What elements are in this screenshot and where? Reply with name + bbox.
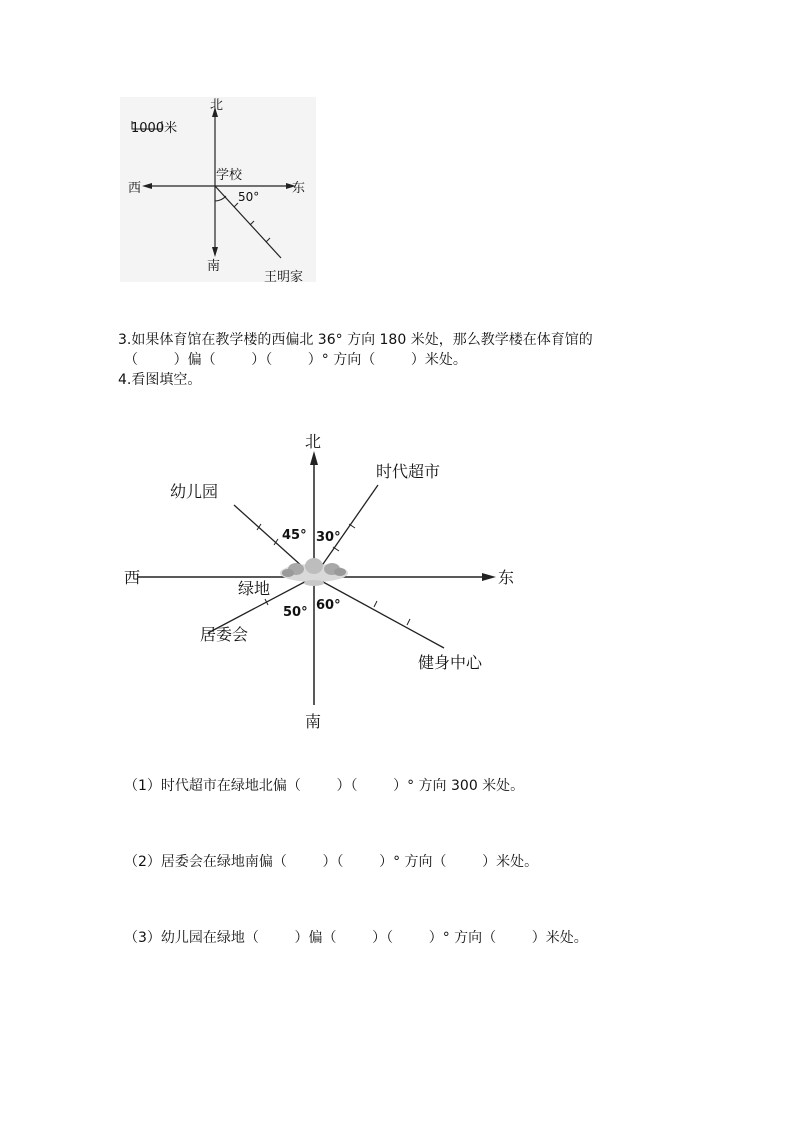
tick-mark — [407, 619, 410, 625]
label-north: 北 — [305, 432, 322, 451]
sub-question-3: （3）幼儿园在绿地（ ）偏（ ）（ ）° 方向（ ）米处。 — [124, 930, 588, 946]
angle-60: 60° — [316, 598, 341, 613]
label-green-area: 绿地 — [238, 579, 271, 598]
label-east: 东 — [292, 181, 306, 196]
east-arrow — [482, 573, 496, 581]
label-kindergarten: 幼儿园 — [170, 482, 219, 501]
question-4-title: 4.看图填空。 — [118, 372, 202, 388]
label-school: 学校 — [216, 168, 243, 183]
label-south: 南 — [207, 259, 221, 274]
angle-50: 50° — [283, 605, 308, 620]
label-north: 北 — [210, 98, 224, 113]
angle-45: 45° — [282, 528, 307, 543]
label-west: 西 — [124, 568, 141, 587]
sub-question-1: （1）时代超市在绿地北偏（ ）（ ）° 方向 300 米处。 — [124, 778, 525, 794]
north-arrow — [310, 451, 318, 465]
question-3-line-1: 3.如果体育馆在教学楼的西偏北 36° 方向 180 米处，那么教学楼在体育馆的 — [118, 332, 593, 348]
green-area-map-svg — [110, 425, 530, 735]
label-gym: 健身中心 — [418, 653, 483, 672]
school-map-svg — [118, 95, 328, 290]
scale-label: 1000米 — [131, 121, 178, 136]
figure-green-area-map — [110, 425, 530, 735]
label-angle: 50° — [238, 190, 260, 204]
label-west: 西 — [128, 181, 142, 196]
label-south: 南 — [305, 712, 322, 731]
label-home: 王明家 — [264, 270, 304, 285]
sub-question-2: （2）居委会在绿地南偏（ ）（ ）° 方向（ ）米处。 — [124, 854, 539, 870]
figure-school-map — [118, 95, 328, 290]
question-3-line-2: （ ）偏（ ）（ ）° 方向（ ）米处。 — [124, 352, 467, 368]
label-supermarket: 时代超市 — [376, 462, 441, 481]
label-committee: 居委会 — [200, 625, 249, 644]
tick-mark — [374, 601, 377, 607]
angle-30: 30° — [316, 530, 341, 545]
green-area-icon — [280, 558, 348, 586]
label-east: 东 — [498, 568, 515, 587]
